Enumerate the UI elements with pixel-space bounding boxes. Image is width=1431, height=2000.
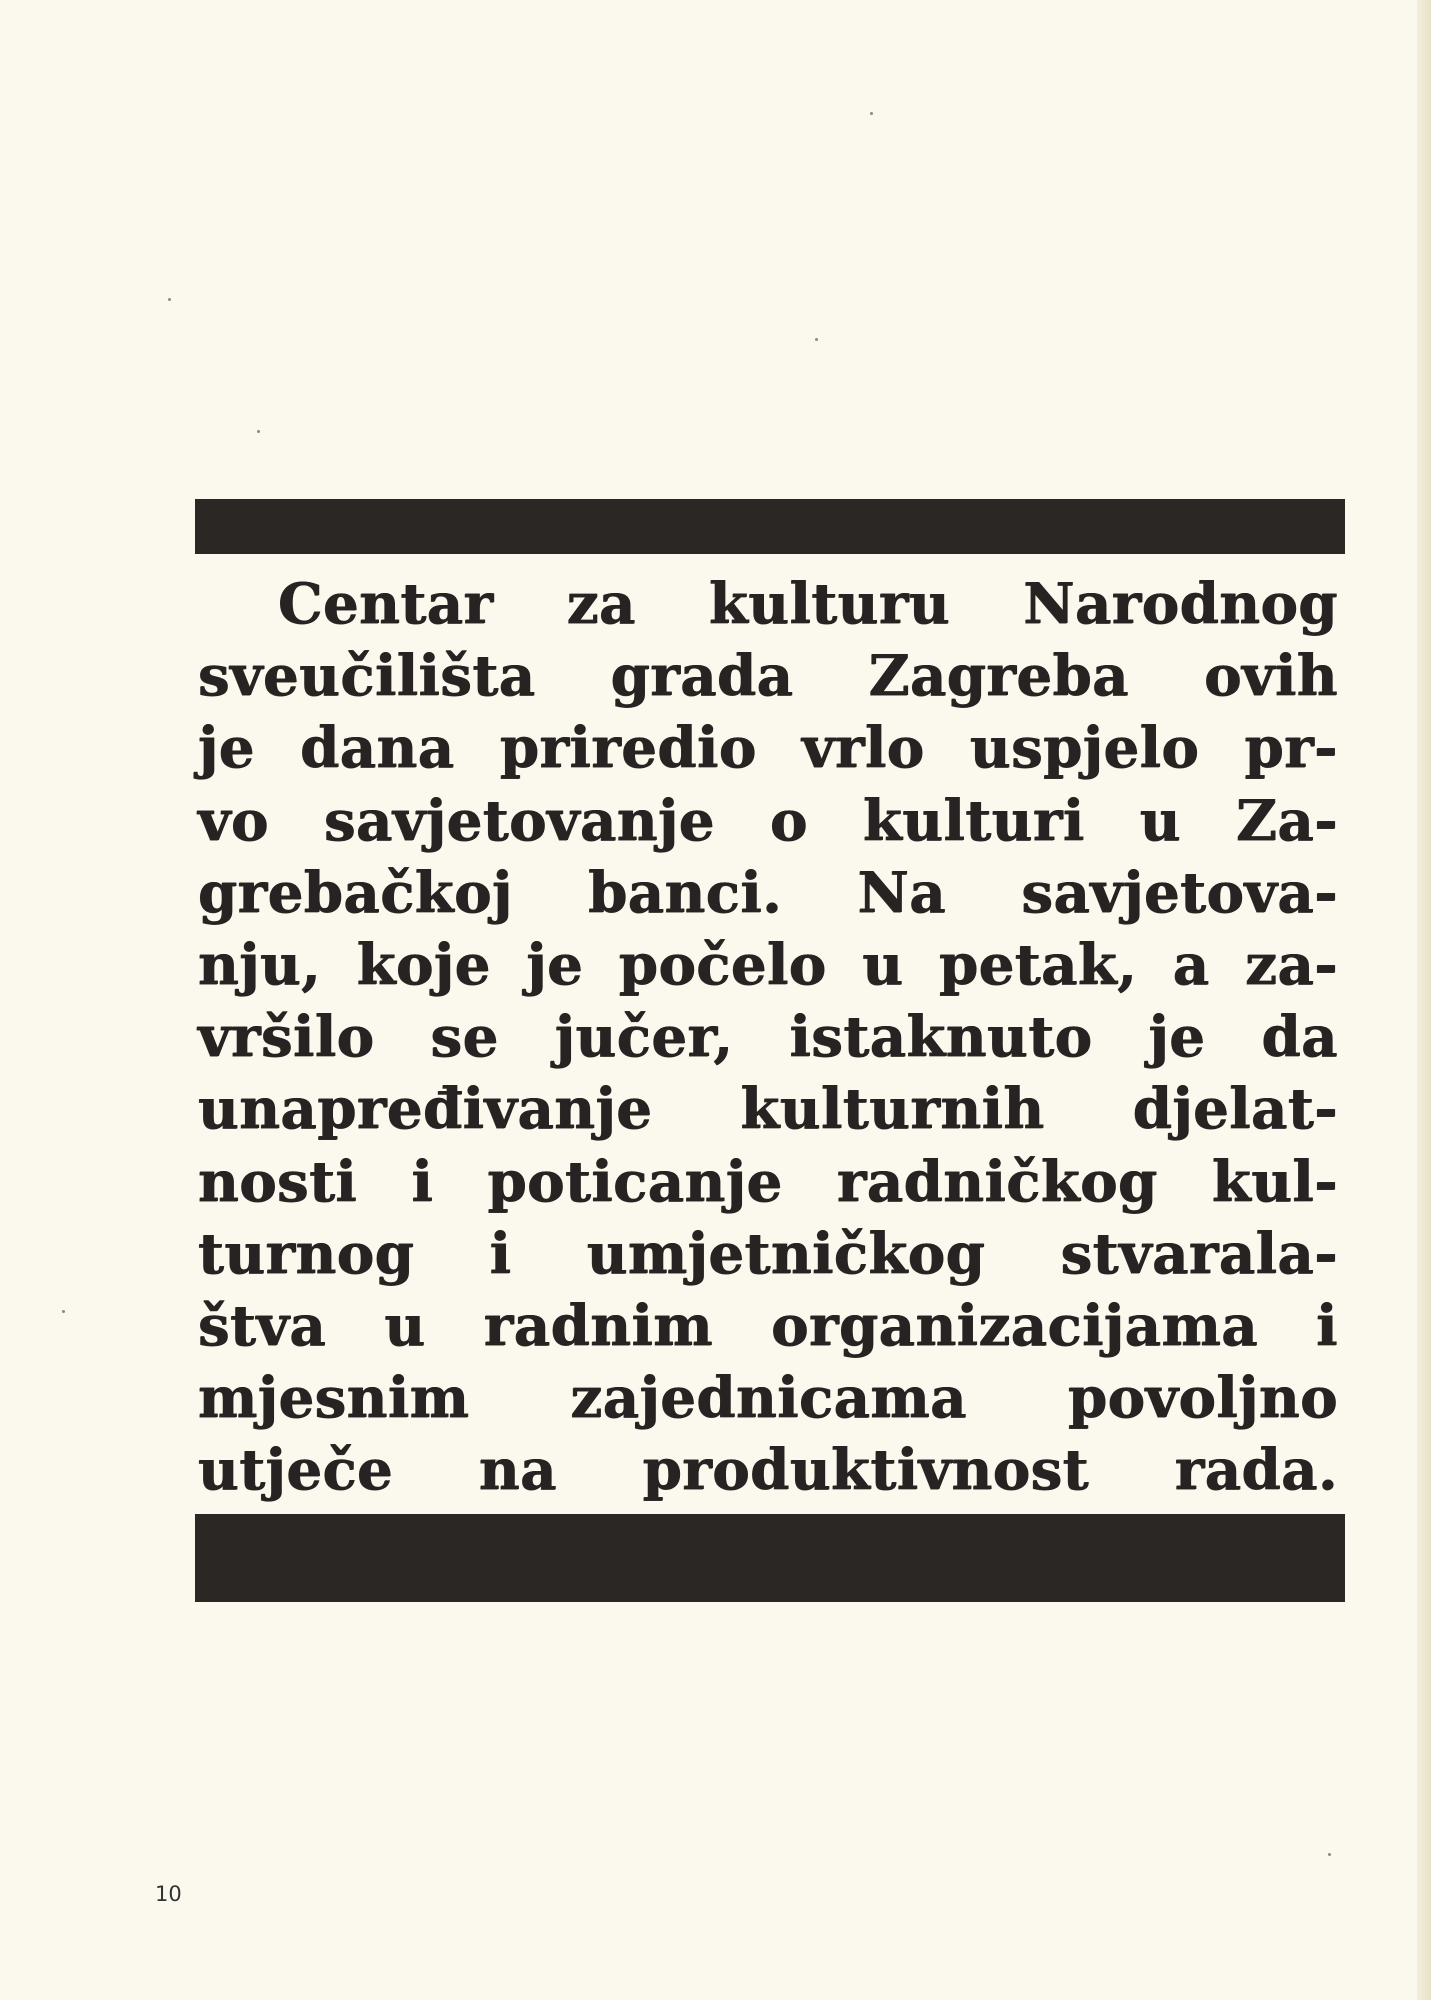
article-word: umjetničkog (586, 1220, 986, 1287)
article-word: mjesnim (198, 1365, 470, 1432)
article-word: Zagreba (868, 643, 1129, 710)
article-word: grada (610, 643, 794, 710)
article-word: Centar (278, 571, 494, 637)
article-word: unapređivanje (198, 1076, 653, 1143)
article-line (198, 1290, 1338, 1362)
article-word: štva (198, 1292, 327, 1359)
article-line (198, 929, 1338, 1001)
article-word: počelo (618, 931, 827, 998)
article-word: kul- (1211, 1148, 1338, 1215)
paper-speck (257, 430, 260, 433)
article-word: produktivnost (642, 1437, 1089, 1504)
article-line (198, 785, 1338, 857)
article-word: kulturnih (740, 1076, 1045, 1143)
page-edge (1417, 0, 1431, 2000)
article-word: organizacijama (771, 1292, 1259, 1359)
article-line (198, 857, 1338, 929)
article-word: o (770, 787, 808, 854)
article-line (198, 568, 1338, 640)
paper-speck (168, 298, 171, 301)
paper-speck (62, 1310, 65, 1313)
article-word: istaknuto (789, 1004, 1093, 1071)
article-word: banci. (588, 859, 783, 926)
article-word: kulturi (862, 787, 1085, 854)
article-word: Narodnog (1023, 571, 1338, 637)
article-word: radnim (483, 1292, 713, 1359)
article-word: i (489, 1220, 512, 1287)
article-line (198, 1146, 1338, 1218)
bottom-black-bar (195, 1514, 1345, 1602)
article-word: se (430, 1004, 499, 1071)
article-word: da (1261, 1004, 1338, 1071)
article-word: savjetovanje (324, 787, 715, 854)
article-word: kulturu (709, 571, 951, 637)
article-line (198, 640, 1338, 712)
paper-speck (1328, 1853, 1331, 1856)
article-word: je (198, 715, 255, 782)
article-word: i (1316, 1292, 1338, 1359)
paper-speck (870, 112, 873, 115)
page-number: 10 (155, 1882, 182, 1906)
article-word: vršilo (198, 1004, 375, 1071)
article-word: grebačkoj (198, 859, 513, 926)
article-word: a (1172, 931, 1210, 998)
article-word: na (478, 1437, 557, 1504)
article-word: vo (198, 787, 269, 854)
article-line (198, 1001, 1338, 1073)
article-word: dana (300, 715, 455, 782)
article-line (198, 1434, 1338, 1506)
article-text-block (198, 568, 1338, 1508)
article-word: radničkog (836, 1148, 1158, 1215)
article-line (198, 1218, 1338, 1290)
article-word: petak, (939, 931, 1138, 998)
article-word: je (526, 931, 584, 998)
article-word: sveučilišta (198, 643, 536, 710)
article-word: ovih (1204, 643, 1338, 710)
article-word: u (862, 931, 904, 998)
article-word: Za- (1236, 787, 1338, 854)
article-word: utječe (198, 1437, 394, 1504)
article-word: uspjelo (969, 715, 1200, 782)
article-word: za- (1245, 931, 1338, 998)
article-word: pr- (1244, 715, 1338, 782)
article-line (198, 712, 1338, 784)
article-word: povoljno (1068, 1365, 1338, 1432)
article-word: zajednicama (570, 1365, 967, 1432)
article-word: djelat- (1132, 1076, 1338, 1143)
article-word: jučer, (554, 1004, 734, 1071)
article-word: savjetova- (1021, 859, 1338, 926)
article-word: koje (356, 931, 491, 998)
article-word: nju, (198, 931, 322, 998)
article-word: priredio (499, 715, 757, 782)
top-black-bar (195, 499, 1345, 554)
article-word: nosti (198, 1148, 358, 1215)
article-word: turnog (198, 1220, 415, 1287)
article-word: poticanje (487, 1148, 783, 1215)
article-word: Na (857, 859, 947, 926)
article-line (198, 1073, 1338, 1145)
article-word: rada. (1174, 1437, 1338, 1504)
article-word: u (1139, 787, 1181, 854)
article-word: za (566, 571, 636, 637)
article-word: vrlo (801, 715, 925, 782)
article-line (198, 1362, 1338, 1434)
article-word: i (411, 1148, 434, 1215)
article-word: je (1148, 1004, 1206, 1071)
article-word: stvarala- (1060, 1220, 1338, 1287)
article-word: u (384, 1292, 426, 1359)
paper-speck (815, 338, 818, 341)
